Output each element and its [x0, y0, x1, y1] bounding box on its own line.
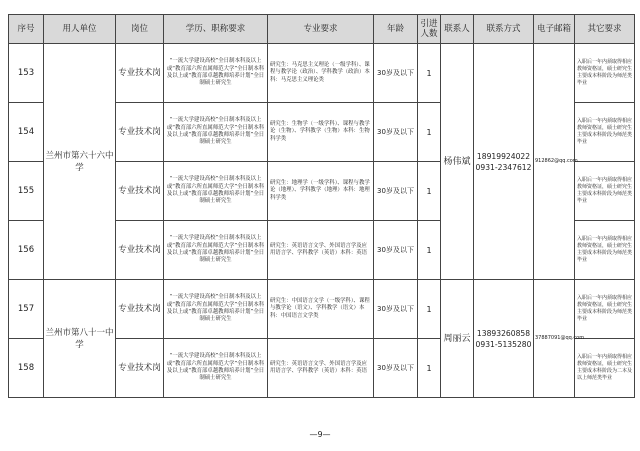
phone-landline: 0931-5135280 — [475, 339, 532, 349]
row-count: 1 — [418, 162, 441, 221]
row-count: 1 — [418, 221, 441, 280]
contact-phone — [474, 280, 534, 398]
row-education: “一流大学建设高校”全日制本科及以上或“教育部六所直属师范大学”全日制本科及以上或“教育部卓越教师培养计划”全日制硕士研究生 — [164, 339, 268, 398]
row-no: 154 — [9, 103, 44, 162]
row-major: 研究生：英语语言文学、外国语言学及应用语言学、学科教学（英语）本科：英语 — [268, 339, 374, 398]
row-no: 157 — [9, 280, 44, 339]
row-age: 30岁及以下 — [374, 162, 418, 221]
row-other: 入职后一年内须取得相应教师资格证，硕士研究生主要成本科阶段为二本及以上师范类毕业 — [575, 339, 635, 398]
header-phone: 联系方式 — [474, 15, 534, 44]
row-major: 研究生：生物学（一级学科）、课程与教学论（生物）、学科教学（生物）本科：生物科学类 — [268, 103, 374, 162]
row-education: “一流大学建设高校”全日制本科及以上或“教育部六所直属师范大学”全日制本科及以上或“教育部卓越教师培养计划”全日制硕士研究生 — [164, 162, 268, 221]
row-age: 30岁及以下 — [374, 44, 418, 103]
header-position: 岗位 — [116, 15, 164, 44]
employer-unit: 兰州市第六十六中学 — [44, 44, 116, 280]
header-education: 学历、职称要求 — [164, 15, 268, 44]
employer-unit: 兰州市第八十一中学 — [44, 280, 116, 398]
row-age: 30岁及以下 — [374, 280, 418, 339]
table-header-row — [9, 15, 635, 44]
row-position: 专业技术岗 — [116, 280, 164, 339]
phone-mobile: 13893260858 — [476, 328, 531, 338]
row-education: “一流大学建设高校”全日制本科及以上或“教育部六所直属师范大学”全日制本科及以上或“教育部卓越教师培养计划”全日制硕士研究生 — [164, 44, 268, 103]
row-no: 158 — [9, 339, 44, 398]
row-position: 专业技术岗 — [116, 221, 164, 280]
row-education: “一流大学建设高校”全日制本科及以上或“教育部六所直属师范大学”全日制本科及以上或“教育部卓越教师培养计划”全日制硕士研究生 — [164, 280, 268, 339]
phone-landline: 0931-2347612 — [475, 162, 532, 172]
row-count: 1 — [418, 339, 441, 398]
header-unit: 用人单位 — [44, 15, 116, 44]
row-other: 入职后一年内须取得相应教师资格证，硕士研究生主要成本科阶段为师范类毕业 — [575, 162, 635, 221]
row-no: 153 — [9, 44, 44, 103]
row-count: 1 — [418, 103, 441, 162]
page-number: —9— — [309, 430, 331, 439]
table-row — [9, 280, 635, 339]
contact-email: 37887091@qq.com — [534, 280, 575, 398]
row-count: 1 — [418, 280, 441, 339]
row-count: 1 — [418, 44, 441, 103]
table-row — [9, 44, 635, 103]
row-position: 专业技术岗 — [116, 103, 164, 162]
contact-person: 杨伟斌 — [441, 44, 474, 280]
row-major: 研究生：中国语言文学（一级学科）、课程与教学论（语文）、学科教学（语文）本科：中国语言文学类 — [268, 280, 374, 339]
header-age: 年龄 — [374, 15, 418, 44]
row-age: 30岁及以下 — [374, 103, 418, 162]
header-email: 电子邮箱 — [534, 15, 575, 44]
row-other: 入职后一年内须取得相应教师资格证，硕士研究生主要成本科阶段为师范类毕业 — [575, 44, 635, 103]
header-count: 引进人数 — [418, 15, 441, 44]
row-no: 156 — [9, 221, 44, 280]
row-position: 专业技术岗 — [116, 44, 164, 103]
contact-person: 周丽云 — [441, 280, 474, 398]
row-education: “一流大学建设高校”全日制本科及以上或“教育部六所直属师范大学”全日制本科及以上或“教育部卓越教师培养计划”全日制硕士研究生 — [164, 103, 268, 162]
contact-email: 912862@qq.com — [534, 44, 575, 280]
row-age: 30岁及以下 — [374, 221, 418, 280]
row-major: 研究生：马克思主义理论（一级学科）、课程与教学论（政治）、学科教学（政治）本科：马克思主义理论类 — [268, 44, 374, 103]
header-contact: 联系人 — [441, 15, 474, 44]
row-major: 研究生：地理学（一级学科）、课程与教学论（地理）、学科教学（地理）本科：地理科学类 — [268, 162, 374, 221]
row-no: 155 — [9, 162, 44, 221]
row-position: 专业技术岗 — [116, 339, 164, 398]
header-major: 专业要求 — [268, 15, 374, 44]
phone-mobile: 18919924022 — [476, 151, 531, 161]
row-position: 专业技术岗 — [116, 162, 164, 221]
row-age: 30岁及以下 — [374, 339, 418, 398]
row-education: “一流大学建设高校”全日制本科及以上或“教育部六所直属师范大学”全日制本科及以上或“教育部卓越教师培养计划”全日制硕士研究生 — [164, 221, 268, 280]
row-other: 入职后一年内须取得相应教师资格证，硕士研究生主要成本科阶段为师范类毕业 — [575, 221, 635, 280]
header-other: 其它要求 — [575, 15, 635, 44]
row-other: 入职后一年内须取得相应教师资格证，硕士研究生主要成本科阶段为师范类毕业 — [575, 103, 635, 162]
row-other: 入职后一年内须取得相应教师资格证，硕士研究生主要成本科阶段为师范类毕业 — [575, 280, 635, 339]
contact-phone — [474, 44, 534, 280]
recruitment-table — [8, 14, 635, 398]
header-no: 序号 — [9, 15, 44, 44]
row-major: 研究生：英语语言文学、外国语言学及应用语言学、学科教学（英语）本科：英语 — [268, 221, 374, 280]
